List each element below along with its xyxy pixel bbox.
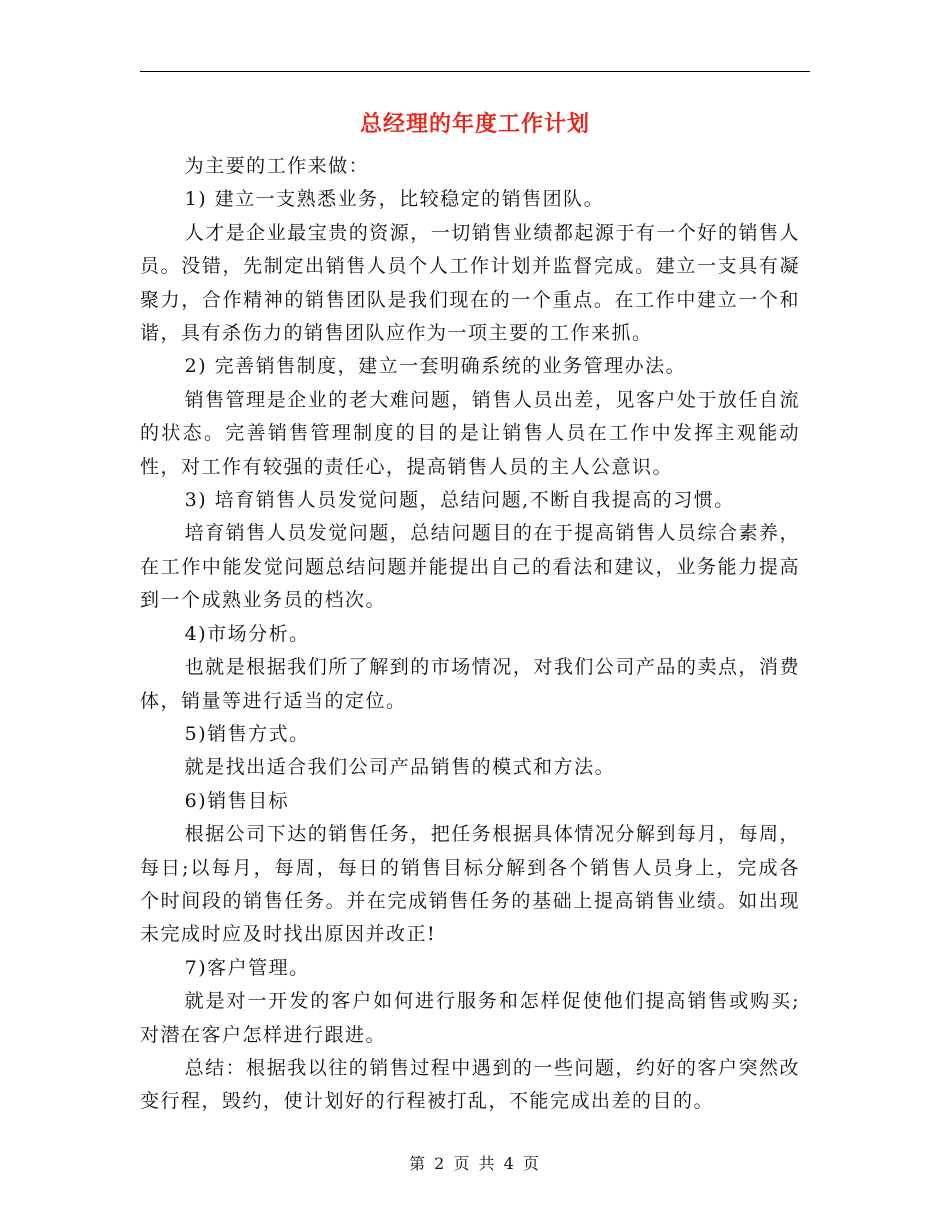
paragraph-item-2: 销售管理是企业的老大难问题，销售人员出差，见客户处于放任自流的状态。完善销售管理制度的目的是让销售人员在工作中发挥主观能动性，对工作有较强的责任心，提高销售人员的主人公意识。 (140, 388, 800, 478)
heading-item-2: 2) 完善销售制度，建立一套明确系统的业务管理办法。 (184, 355, 687, 378)
heading-item-1: 1) 建立一支熟悉业务，比较稳定的销售团队。 (184, 188, 605, 211)
paragraph-item-4: 也就是根据我们所了解到的市场情况，对我们公司产品的卖点，消费体，销量等进行适当的定位。 (140, 656, 800, 712)
heading-item-6: 6)销售目标 (184, 789, 290, 812)
heading-item-7: 7)客户管理。 (184, 956, 310, 979)
heading-item-3: 3) 培育销售人员发觉问题，总结问题,不断自我提高的习惯。 (184, 489, 735, 512)
paragraph-item-3: 培育销售人员发觉问题，总结问题目的在于提高销售人员综合素养，在工作中能发觉问题总结问题并能提出自己的看法和建议，业务能力提高到一个成熟业务员的档次。 (140, 522, 800, 612)
document-body (140, 150, 800, 1119)
paragraph-summary: 总结：根据我以往的销售过程中遇到的一些问题，约好的客户突然改变行程，毁约，使计划好的行程被打乱，不能完成出差的目的。 (140, 1056, 800, 1113)
heading-item-5: 5)销售方式。 (184, 722, 310, 745)
paragraph-item-1: 人才是企业最宝贵的资源，一切销售业绩都起源于有一个好的销售人员。没错，先制定出销售人员个人工作计划并监督完成。建立一支具有凝聚力，合作精神的销售团队是我们现在的一个重点。在工作中建立一个和谐，具有杀伤力的销售团队应作为一项主要的工作来抓。 (140, 221, 800, 345)
header-rule (140, 71, 810, 72)
paragraph-item-6: 根据公司下达的销售任务，把任务根据具体情况分解到每月，每周，每日;以每月，每周，每日的销售目标分解到各个销售人员身上，完成各个时间段的销售任务。并在完成销售任务的基础上提高销售业绩。如出现未完成时应及时找出原因并改正! (140, 823, 800, 946)
paragraph-intro: 为主要的工作来做： (184, 155, 370, 177)
heading-item-4: 4)市场分析。 (184, 622, 310, 645)
page-number-footer: 第 2 页 共 4 页 (409, 1154, 541, 1173)
document-title: 总经理的年度工作计划 (359, 112, 590, 137)
paragraph-item-5: 就是找出适合我们公司产品销售的模式和方法。 (184, 756, 616, 779)
paragraph-item-7: 就是对一开发的客户如何进行服务和怎样促使他们提高销售或购买;对潜在客户怎样进行跟进。 (140, 990, 800, 1046)
